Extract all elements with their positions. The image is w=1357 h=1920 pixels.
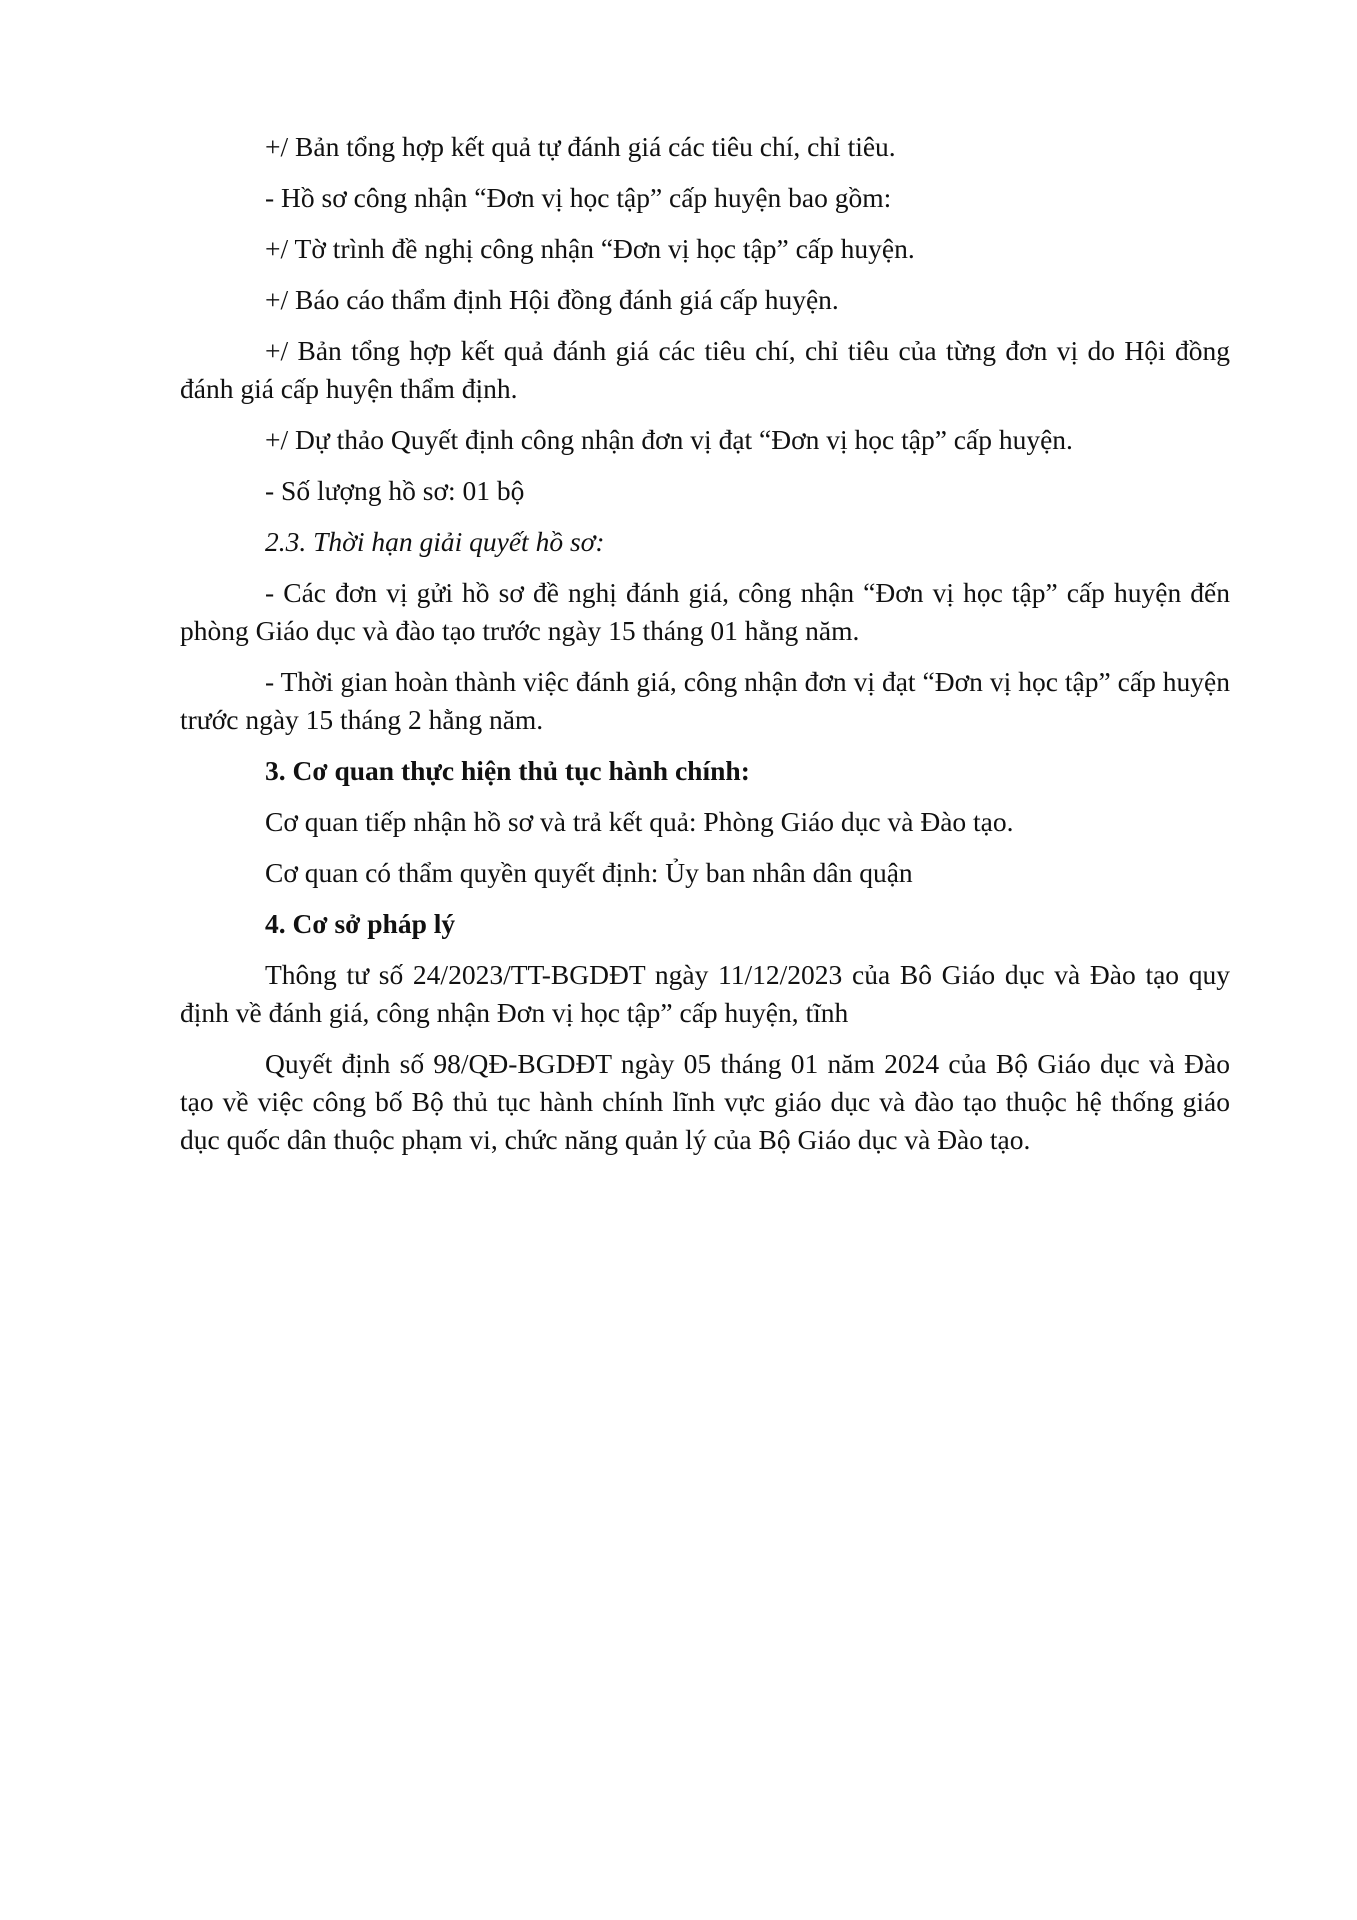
paragraph-submission-deadline: - Các đơn vị gửi hồ sơ đề nghị đánh giá, công nhận “Đơn vị học tập” cấp huyện đến phòng Giáo dục và đào tạo trước ngày 15 tháng 01 hằng năm.	[180, 577, 1230, 646]
section-heading-deadline: 2.3. Thời hạn giải quyết hồ sơ:	[265, 526, 605, 557]
paragraph-dossier-components: - Hồ sơ công nhận “Đơn vị học tập” cấp huyện bao gồm:	[265, 182, 892, 213]
section-heading-agency: 3. Cơ quan thực hiện thủ tục hành chính:	[265, 755, 750, 786]
section-heading-legal-basis: 4. Cơ sở pháp lý	[265, 908, 456, 939]
paragraph-deciding-agency: Cơ quan có thẩm quyền quyết định: Ủy ban nhân dân quận	[265, 857, 913, 888]
paragraph-receiving-agency: Cơ quan tiếp nhận hồ sơ và trả kết quả: Phòng Giáo dục và Đào tạo.	[265, 806, 1014, 837]
paragraph-completion-deadline: - Thời gian hoàn thành việc đánh giá, công nhận đơn vị đạt “Đơn vị học tập” cấp huyện trước ngày 15 tháng 2 hằng năm.	[180, 666, 1230, 735]
paragraph-summary-self-assessment: +/ Bản tổng hợp kết quả tự đánh giá các tiêu chí, chỉ tiêu.	[265, 131, 896, 162]
paragraph-circular: Thông tư số 24/2023/TT-BGDĐT ngày 11/12/2023 của Bô Giáo dục và Đào tạo quy định về đánh giá, công nhận Đơn vị học tập” cấp huyện, tĩnh	[180, 959, 1230, 1028]
paragraph-proposal-letter: +/ Tờ trình đề nghị công nhận “Đơn vị học tập” cấp huyện.	[265, 233, 915, 264]
document-page	[180, 128, 1230, 1172]
paragraph-dossier-quantity: - Số lượng hồ sơ: 01 bộ	[265, 475, 525, 506]
paragraph-summary-evaluation: +/ Bản tổng hợp kết quả đánh giá các tiêu chí, chỉ tiêu của từng đơn vị do Hội đồng đánh giá cấp huyện thẩm định.	[180, 335, 1230, 404]
paragraph-decision: Quyết định số 98/QĐ-BGDĐT ngày 05 tháng 01 năm 2024 của Bộ Giáo dục và Đào tạo về việc công bố Bộ thủ tục hành chính lĩnh vực giáo dục và đào tạo thuộc hệ thống giáo dục quốc dân thuộc phạm vi, chức năng quản lý của Bộ Giáo dục và Đào tạo.	[180, 1048, 1230, 1155]
paragraph-appraisal-report: +/ Báo cáo thẩm định Hội đồng đánh giá cấp huyện.	[265, 284, 839, 315]
paragraph-draft-decision: +/ Dự thảo Quyết định công nhận đơn vị đạt “Đơn vị học tập” cấp huyện.	[265, 424, 1073, 455]
